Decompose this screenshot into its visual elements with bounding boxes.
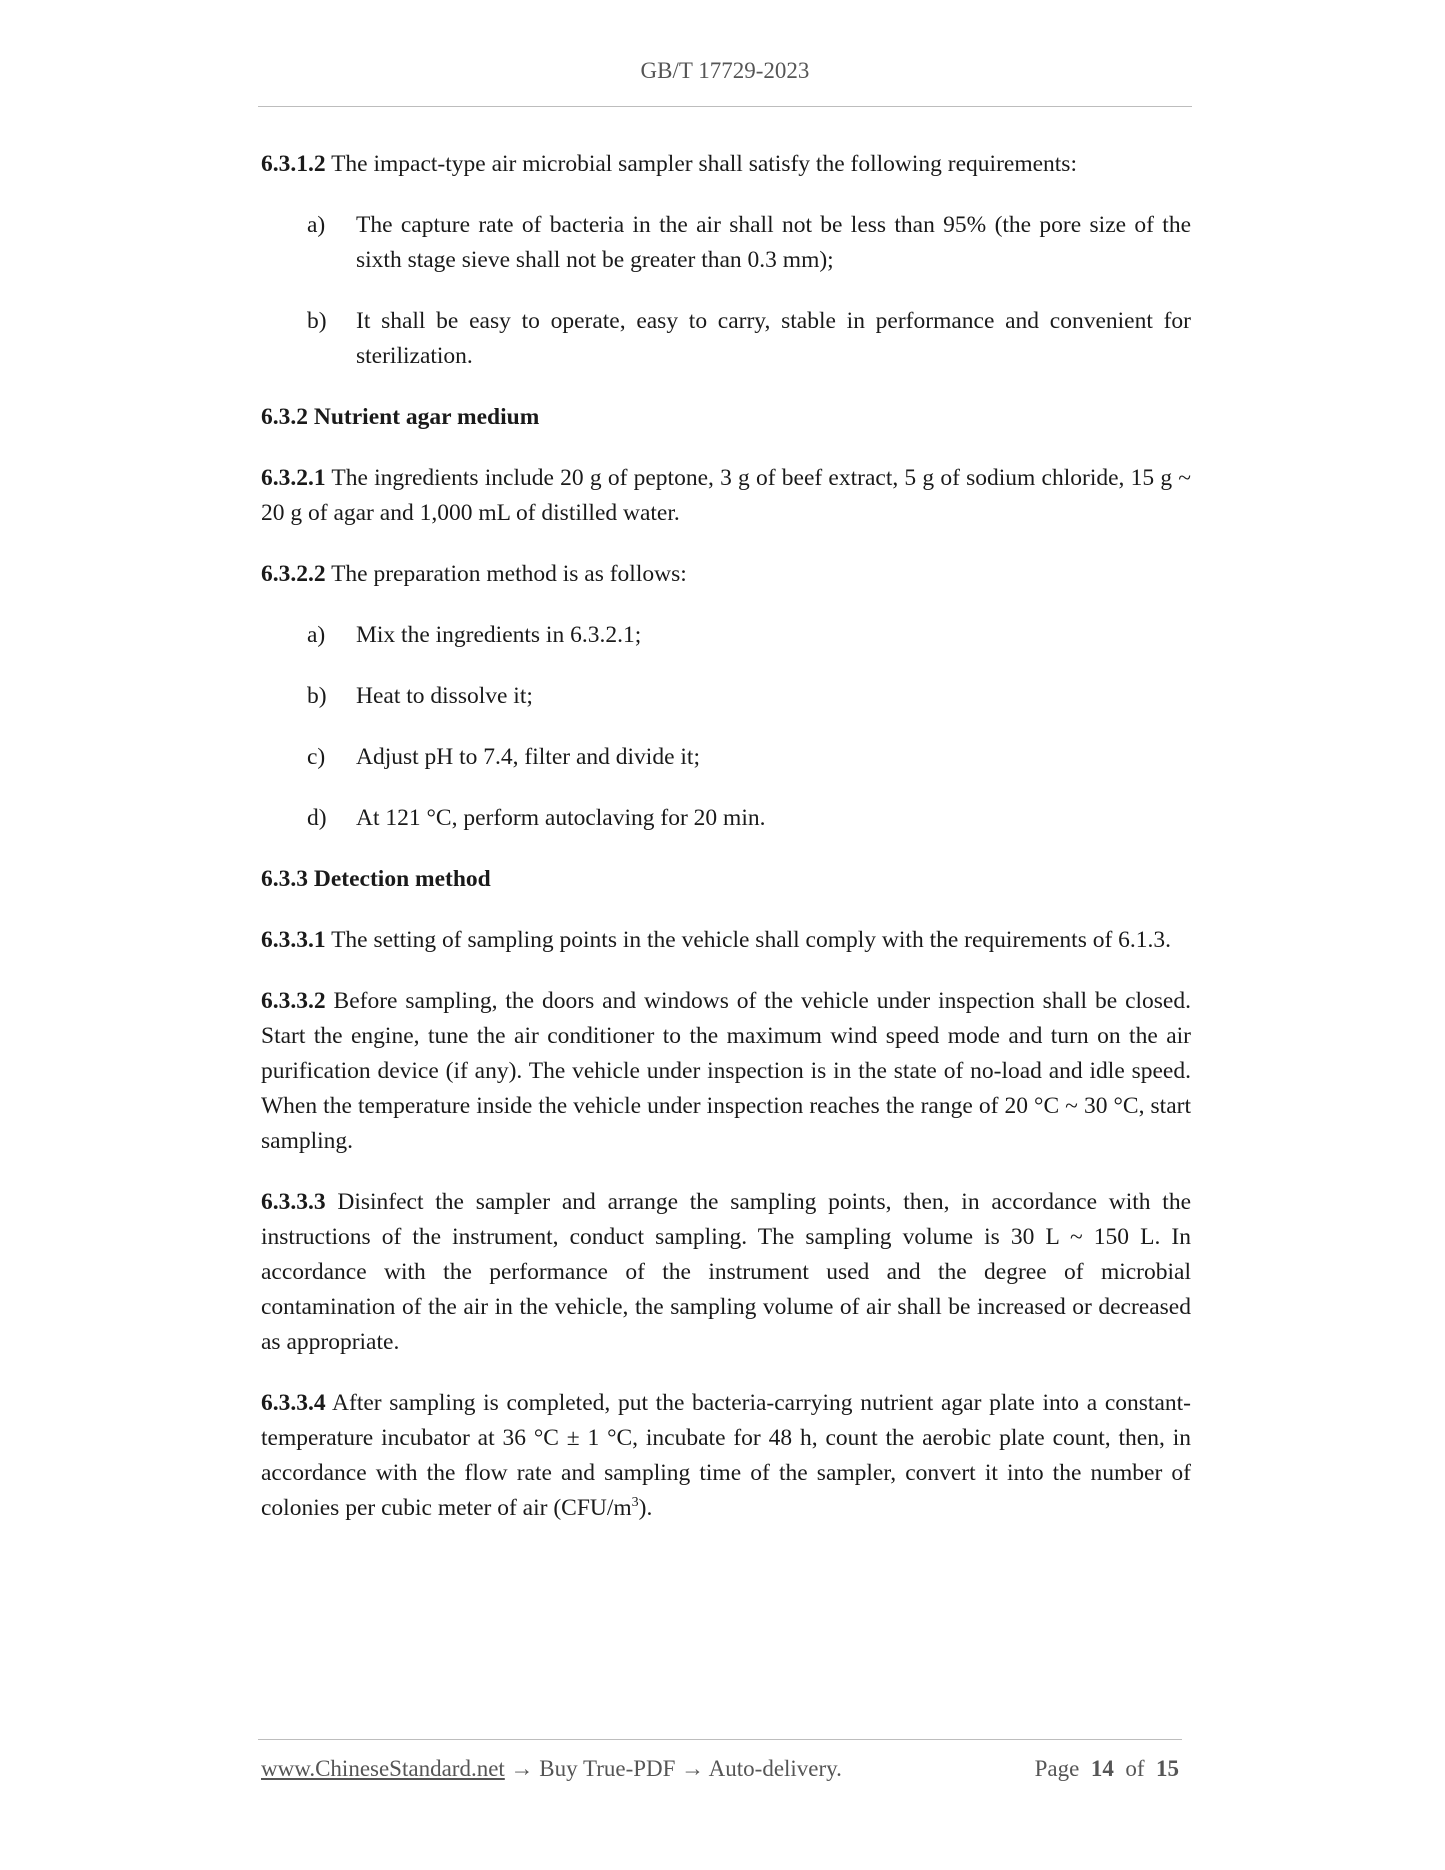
list-item [307, 618, 1191, 653]
page-total: 15 [1156, 1756, 1179, 1781]
list-item-text: The capture rate of bacteria in the air shall not be less than 95% (the pore size of the sixth stage sieve shall not be greater than 0.3 mm); [356, 212, 1191, 273]
list-item [307, 679, 1191, 714]
page-indicator [1035, 1756, 1179, 1782]
website-link[interactable]: www.ChineseStandard.net [261, 1756, 505, 1781]
list-marker: a) [307, 622, 326, 648]
clause-number: 6.3.3.1 [261, 927, 326, 953]
clause-text: The ingredients include 20 g of peptone, 3 g of beef extract, 5 g of sodium chloride, 15 g ~ 20 g of agar and 1,000 mL of distilled water. [261, 465, 1191, 526]
page-footer [261, 1756, 1179, 1782]
clause-6-3-1-2 [261, 147, 1191, 182]
clause-number: 6.3.1.2 [261, 151, 326, 177]
footer-promo [261, 1756, 842, 1782]
list-item [307, 304, 1191, 374]
superscript: 3 [631, 1495, 639, 1511]
clause-6-3-3-2 [261, 984, 1191, 1159]
clause-number: 6.3.3.3 [261, 1189, 326, 1215]
page-content [261, 147, 1191, 1526]
clause-6-3-3-3 [261, 1185, 1191, 1360]
header-rule [258, 106, 1192, 107]
clause-text: After sampling is completed, put the bacteria-carrying nutrient agar plate into a constant-temperature incubator at 36 °C ± 1 °C, incubate for 48 h, count the aerobic plate count, then, in accordance with the flow rate and sampling time of the sampler, convert it into the number of colonies per cubic meter of air (CFU/m [261, 1390, 1191, 1521]
footer-rule [258, 1739, 1182, 1740]
list-marker: c) [307, 744, 326, 770]
section-title-6-3-2: 6.3.2 Nutrient agar medium [261, 404, 540, 430]
list-item-text: Mix the ingredients in 6.3.2.1; [356, 622, 642, 648]
list-marker: b) [307, 308, 327, 334]
clause-number: 6.3.2.2 [261, 561, 326, 587]
list-item-text: Adjust pH to 7.4, filter and divide it; [356, 744, 700, 770]
clause-6-3-2-1 [261, 461, 1191, 531]
list-item [307, 740, 1191, 775]
clause-6-3-2-2 [261, 557, 1191, 592]
list-item [307, 801, 1191, 836]
running-header: GB/T 17729-2023 [640, 58, 810, 83]
clause-text: Before sampling, the doors and windows of the vehicle under inspection shall be closed. Start the engine, tune the air conditioner to the maximum wind speed mode and turn on the air purification device (if any). The vehicle under inspection is in the state of no-load and idle speed. When the temperature inside the vehicle under inspection reaches the range of 20 °C ~ 30 °C, start sampling. [261, 988, 1191, 1154]
list-item-text: At 121 °C, perform autoclaving for 20 min. [356, 805, 766, 831]
page-word: Page [1034, 1756, 1080, 1781]
list-item-text: Heat to dissolve it; [356, 683, 533, 709]
clause-number: 6.3.3.2 [261, 988, 326, 1014]
clause-text: The impact-type air microbial sampler shall satisfy the following requirements: [325, 151, 1077, 177]
list-marker: a) [307, 212, 326, 238]
clause-number: 6.3.2.1 [261, 465, 326, 491]
clause-text: The preparation method is as follows: [325, 561, 687, 587]
clause-text: Disinfect the sampler and arrange the sampling points, then, in accordance with the instructions of the instrument, conduct sampling. The sampling volume is 30 L ~ 150 L. In accordance with the performance of the instrument used and the degree of microbial contamination of the air in the vehicle, the sampling volume of air shall be increased or decreased as appropriate. [261, 1189, 1191, 1355]
of-word: of [1125, 1756, 1145, 1781]
clause-text-end: ). [638, 1495, 653, 1521]
list-item-text: It shall be easy to operate, easy to carry, stable in performance and convenient for sterilization. [356, 308, 1191, 369]
list-marker: b) [307, 683, 327, 709]
footer-promo-text: → Buy True-PDF → Auto-delivery. [504, 1756, 842, 1781]
list-marker: d) [307, 805, 327, 831]
list-item [307, 208, 1191, 278]
clause-6-3-3-1 [261, 923, 1191, 958]
section-title-6-3-3: 6.3.3 Detection method [261, 866, 491, 892]
clause-number: 6.3.3.4 [261, 1390, 326, 1416]
clause-6-3-3-4 [261, 1386, 1191, 1526]
clause-text: The setting of sampling points in the vehicle shall comply with the requirements of 6.1.3. [325, 927, 1172, 953]
page-number: 14 [1090, 1756, 1114, 1781]
